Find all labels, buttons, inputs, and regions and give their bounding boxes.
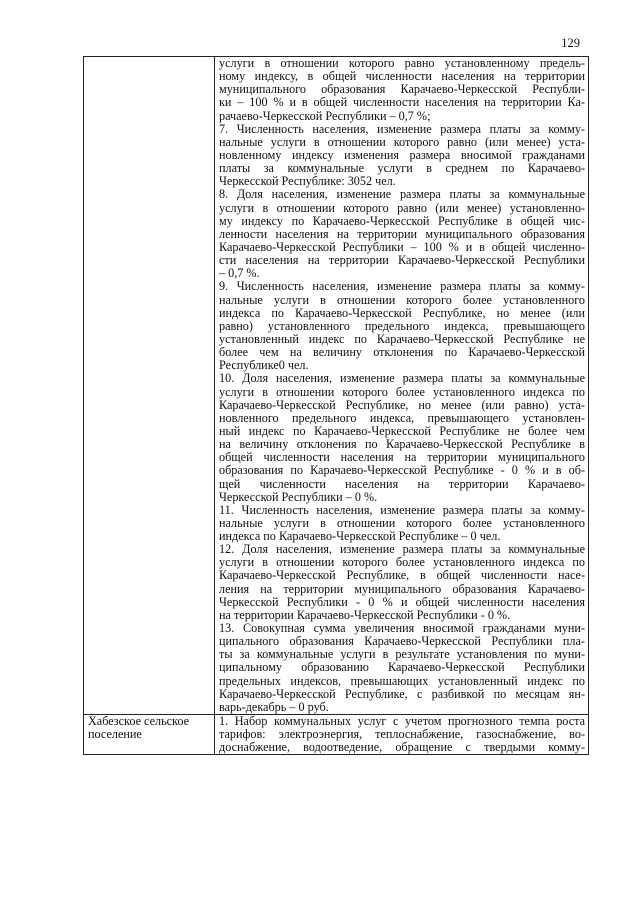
text-line: образования по Карачаево-Черкесской Республике - 0 % и в об-	[219, 463, 585, 478]
region-cell: Хабезское сельское поселение	[84, 715, 215, 755]
indicators-cell	[215, 715, 589, 755]
text-line: услуги в отношении которого более установленного индекса по	[219, 555, 585, 570]
text-line: более чем на величину отклонения по Карачаево-Черкесской	[219, 345, 585, 360]
text-line: ному индексу, в общей численности населения на территории	[219, 69, 585, 84]
text-line: Карачаево-Черкесской Республике, в общей численности насе-	[219, 568, 585, 583]
text-line: ленности населения на территории муниципального образования	[219, 226, 585, 241]
indicators-cell	[215, 57, 589, 715]
text-line: платы за коммунальные услуги в среднем по Карачаево-	[219, 161, 585, 176]
text-line: нальные услуги в отношении которого более установленного	[219, 515, 585, 530]
text-line: Черкесской Республики - 0 % и общей численности населения	[219, 594, 585, 609]
text-line: сти населения на территории Карачаево-Черкесской Республики	[219, 253, 585, 268]
text-line: Карачаево-Черкесской Республики – 100 % и в общей численно-	[219, 239, 585, 254]
text-line: муниципального образования Карачаево-Черкесской Республи-	[219, 82, 585, 97]
text-line: щей численности населения на территории Карачаево-	[219, 476, 585, 491]
text-line: Карачаево-Черкесской Республике, но менее (или равно) уста-	[219, 397, 585, 412]
text-line: ления на территории муниципального образования Карачаево-	[219, 581, 585, 596]
text-line: ципальному образованию Карачаево-Черкесской Республики	[219, 660, 585, 675]
text-line: 8. Доля населения, изменение размера платы за коммунальные	[219, 187, 585, 202]
indicators-table	[83, 56, 589, 755]
table-row	[84, 715, 589, 755]
text-line: на территории Карачаево-Черкесской Республики - 0 %.	[219, 607, 511, 622]
text-line: ки – 100 % и в общей численности населения на территории Ка-	[219, 95, 585, 110]
text-line: индекса по Карачаево-Черкесской Республике, но менее (или	[219, 305, 585, 320]
text-line: ный индекс по Карачаево-Черкесской Республике не более чем	[219, 423, 585, 438]
text-line: индекса по Карачаево-Черкесской Республике – 0 чел.	[219, 529, 501, 544]
text-line: установленный индекс по Карачаево-Черкесской Республике не	[219, 331, 585, 346]
text-line: доснабжение, водоотведение, обращение с твердыми комму-	[219, 740, 585, 755]
text-line: тарифов: электроэнергия, теплоснабжение, газоснабжение, во-	[219, 727, 585, 742]
text-line: рачаево-Черкесской Республики – 0,7 %;	[219, 108, 431, 123]
page-number: 129	[561, 36, 580, 50]
text-line: 10. Доля населения, изменение размера платы за коммунальные	[219, 371, 585, 386]
text-line: 13. Совокупная сумма увеличения вносимой гражданами муни-	[219, 621, 585, 636]
text-line: новленного предельного индекса, превышающего установлен-	[219, 410, 585, 425]
text-line: ципального образования Карачаево-Черкесской Республики пла-	[219, 634, 585, 649]
text-line: услуги в отношении которого более установленного индекса по	[219, 384, 585, 399]
text-line: 1. Набор коммунальных услуг с учетом прогнозного темпа роста	[219, 714, 585, 729]
text-line: услуги в отношении которого равно (или менее) установленно-	[219, 200, 585, 215]
text-line: 12. Доля населения, изменение размера платы за коммунальные	[219, 542, 585, 557]
text-line: Республике0 чел.	[219, 358, 309, 373]
text-line: новленному индексу изменения размера вносимой гражданами	[219, 147, 585, 162]
text-line: Черкесской Республике: 3052 чел.	[219, 174, 396, 189]
text-line: 11. Численность населения, изменение размера платы за комму-	[219, 502, 585, 517]
region-cell	[84, 57, 215, 715]
text-line: нальные услуги в отношении которого более установленного	[219, 292, 585, 307]
text-line: му индексу по Карачаево-Черкесской Республике в общей чис-	[219, 213, 585, 228]
text-line: ты за коммунальные услуги в результате установления по муни-	[219, 647, 585, 662]
text-line: общей численности населения на территории муниципального	[219, 450, 585, 465]
text-line: 7. Численность населения, изменение размера платы за комму-	[219, 121, 585, 136]
text-line: нальные услуги в отношении которого равно (или менее) уста-	[219, 134, 585, 149]
text-line: на величину отклонения по Карачаево-Черкесской Республике в	[219, 437, 585, 452]
text-line: Карачаево-Черкесской Республике, с разбивкой по месяцам ян-	[219, 686, 585, 701]
text-line: Черкесской Республики – 0 %.	[219, 489, 378, 504]
text-line: 9. Численность населения, изменение размера платы за комму-	[219, 279, 585, 294]
text-line: варь-декабрь – 0 руб.	[219, 699, 329, 714]
text-line: услуги в отношении которого равно установленному предель-	[219, 56, 585, 70]
text-line: равно) установленного предельного индекса, превышающего	[219, 318, 585, 333]
text-line: предельных индексов, превышающих установленный индекс по	[219, 673, 585, 688]
table-row	[84, 57, 589, 715]
text-line: – 0,7 %.	[219, 266, 260, 281]
